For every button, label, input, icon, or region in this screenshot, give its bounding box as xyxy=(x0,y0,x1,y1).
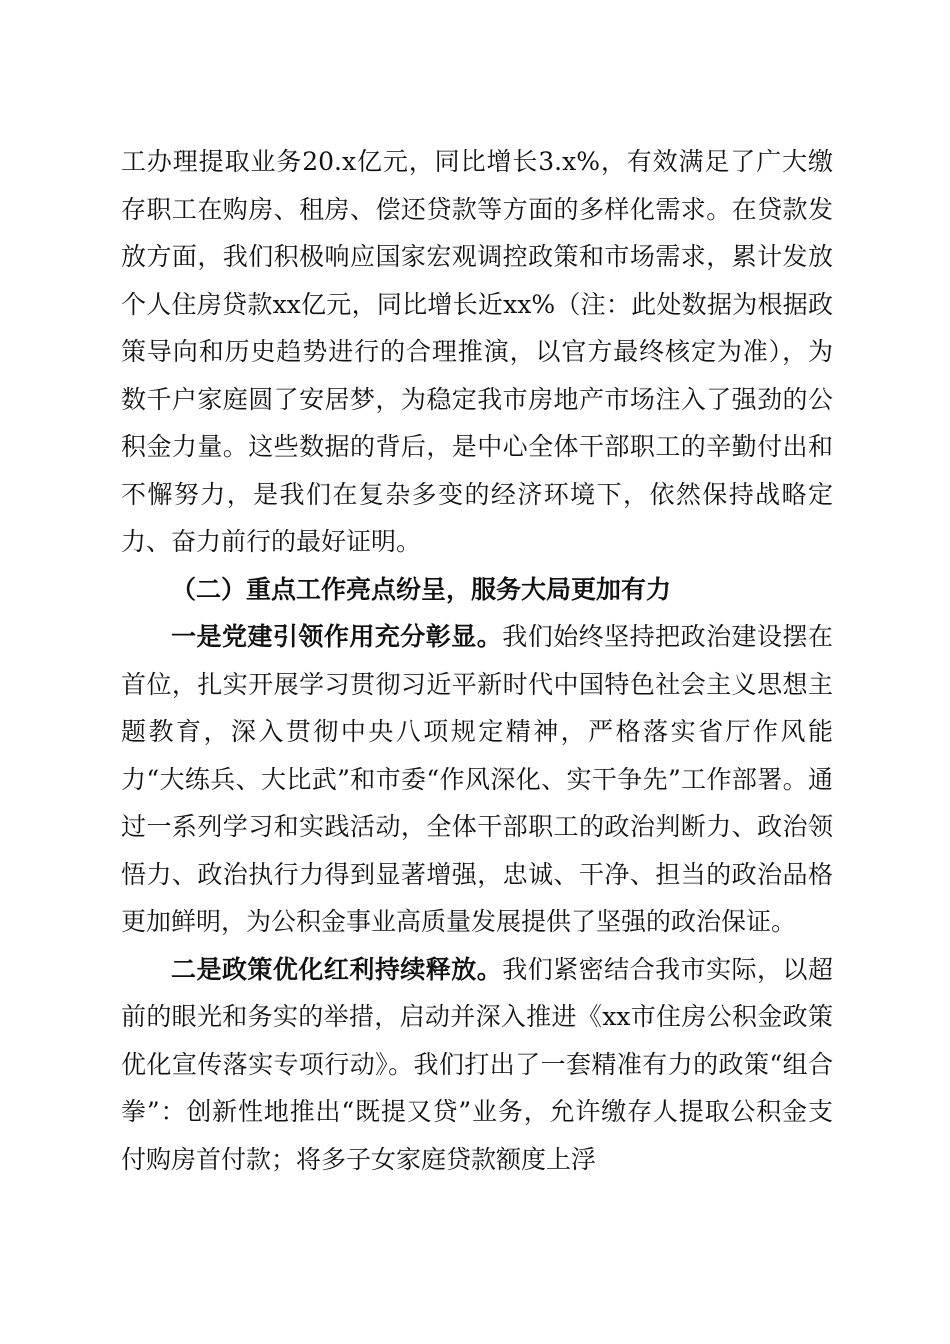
paragraph-lead: 二是政策优化红利持续释放。 xyxy=(171,954,503,984)
document-body xyxy=(121,138,833,1183)
paragraph-policy-optimization xyxy=(121,946,833,1184)
paragraph-party-building xyxy=(121,613,833,946)
section-heading: （二）重点工作亮点纷呈，服务大局更加有力 xyxy=(171,574,672,604)
paragraph-lead: 一是党建引领作用充分彰显。 xyxy=(171,622,503,651)
paragraph-continuation: 工办理提取业务20.x亿元，同比增长3.x%，有效满足了广大缴存职工在购房、租房、偿还贷款等方面的多样化需求。在贷款发放方面，我们积极响应国家宏观调控政策和市场需求，累计发放个人住房贷款xx亿元，同比增长近xx%（注：此处数据为根据政策导向和历史趋势进行的合理推演，以官方最终核定为准），为数千户家庭圆了安居梦，为稳定我市房地产市场注入了强劲的公积金力量。这些数据的背后，是中心全体干部职工的辛勤付出和不懈努力，是我们在复杂多变的经济环境下，依然保持战略定力、奋力前行的最好证明。 xyxy=(121,147,833,556)
paragraph-text: 我们始终坚持把政治建设摆在首位，扎实开展学习贯彻习近平新时代中国特色社会主义思想主题教育，深入贯彻中央八项规定精神，严格落实省厅作风能力“大练兵、大比武”和市委“作风深化、实干争先”工作部署。通过一系列学习和实践活动，全体干部职工的政治判断力、政治领悟力、政治执行力得到显著增强，忠诚、干净、担当的政治品格更加鲜明，为公积金事业高质量发展提供了坚强的政治保证。 xyxy=(121,622,833,936)
paragraph-text: 我们紧密结合我市实际，以超前的眼光和务实的举措，启动并深入推进《xx市住房公积金政策优化宣传落实专项行动》。我们打出了一套精准有力的政策“组合拳”：创新性地推出“既提又贷”业务，允许缴存人提取公积金支付购房首付款；将多子女家庭贷款额度上浮 xyxy=(121,954,833,1174)
